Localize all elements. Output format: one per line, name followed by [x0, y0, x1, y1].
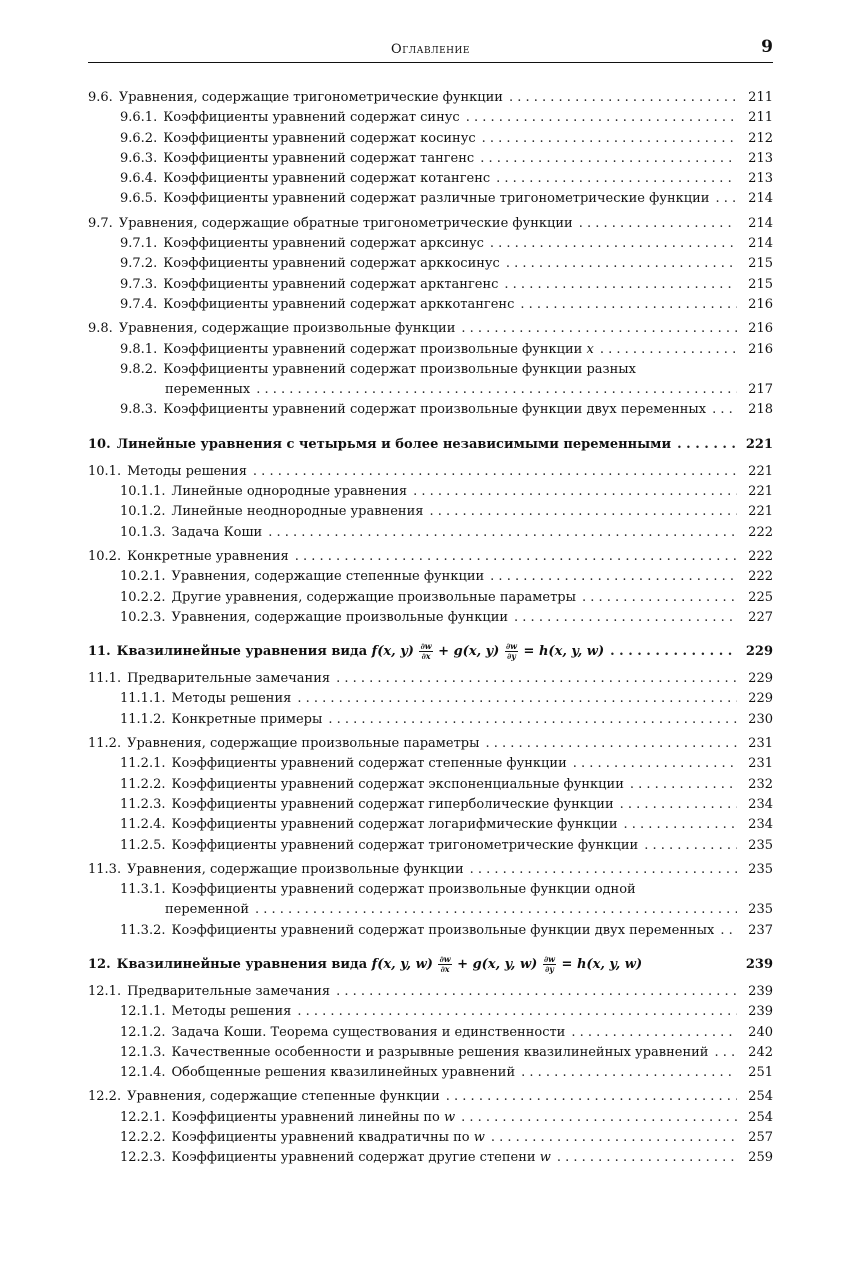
toc-entry[interactable] — [88, 169, 773, 189]
entry-title: Обобщенные решения квазилинейных уравнений — [171, 1065, 516, 1081]
entry-title: Коэффициенты уравнений содержат арккосинус — [163, 256, 500, 272]
entry-page-number: 254 — [748, 1109, 773, 1125]
entry-page-number: 259 — [748, 1150, 773, 1166]
toc-entry[interactable] — [88, 1148, 773, 1168]
dot-leader — [268, 523, 737, 543]
entry-title: Коэффициенты уравнений содержат экспоненциальные функции — [171, 776, 624, 792]
toc-entry[interactable] — [88, 588, 773, 608]
toc-chapter-entry[interactable] — [88, 641, 773, 663]
dot-leader — [714, 1043, 737, 1063]
entry-title: Коэффициенты уравнений содержат арктангенс — [163, 276, 499, 292]
dot-leader — [557, 1148, 737, 1168]
dot-leader — [504, 275, 737, 295]
entry-number: 10.2. — [88, 548, 122, 564]
entry-number: 11.2.1. — [120, 756, 166, 772]
dot-leader — [429, 502, 737, 522]
dot-leader — [521, 1063, 737, 1083]
entry-page-number: 239 — [748, 1004, 773, 1020]
entry-number: 9.8. — [88, 321, 113, 337]
entry-number: 11.2.2. — [120, 776, 166, 792]
entry-title: Методы решения — [127, 463, 247, 479]
toc-entry[interactable] — [88, 380, 773, 400]
toc-entry[interactable] — [88, 1002, 773, 1022]
entry-page-number: 239 — [748, 983, 773, 999]
entry-number: 11.3.1. — [120, 882, 166, 898]
entry-title: Методы решения — [171, 1004, 292, 1020]
entry-number: 12.1.1. — [120, 1004, 166, 1020]
entry-page-number: 211 — [748, 110, 773, 126]
entry-number: 9.6.2. — [120, 130, 158, 146]
entry-number: 12.1. — [88, 983, 122, 999]
entry-number: 11.1.1. — [120, 691, 166, 707]
toc-entry[interactable] — [88, 1087, 773, 1107]
entry-number: 12.1.4. — [120, 1065, 166, 1081]
entry-title: Коэффициенты уравнений содержат арккотангенс — [163, 296, 515, 312]
entry-title: Уравнения, содержащие обратные тригонометрические функции — [118, 215, 573, 231]
entry-number: 12.1.2. — [120, 1024, 166, 1040]
toc-entry[interactable] — [88, 149, 773, 169]
entry-number: 9.7.4. — [120, 296, 158, 312]
toc-entry[interactable] — [88, 689, 773, 709]
toc-entry[interactable] — [88, 523, 773, 543]
toc-entry[interactable] — [88, 860, 773, 880]
entry-page-number: 215 — [748, 256, 773, 272]
fraction: $\frac{\partial w}{\partial x}$ — [420, 641, 432, 662]
fraction: $\frac{\partial w}{\partial y}$ — [505, 641, 518, 662]
toc-entry[interactable] — [88, 1023, 773, 1043]
toc-entry[interactable] — [88, 982, 773, 1002]
entry-page-number: 217 — [748, 382, 773, 398]
dot-leader — [482, 129, 737, 149]
dot-leader — [610, 641, 737, 663]
toc-entry[interactable] — [88, 710, 773, 730]
toc-entry[interactable] — [88, 340, 773, 360]
dot-leader — [461, 319, 737, 339]
entry-page-number: 227 — [748, 609, 773, 625]
entry-title: Другие уравнения, содержащие произвольные параметры — [171, 589, 576, 605]
toc-entry[interactable] — [88, 254, 773, 274]
toc-entry[interactable] — [88, 129, 773, 149]
entry-page-number: 221 — [748, 484, 773, 500]
entry-page-number: 222 — [748, 548, 773, 564]
entry-title: Коэффициенты уравнений содержат произвольные функции двух переменных — [163, 402, 707, 418]
toc-entry[interactable] — [88, 108, 773, 128]
entry-page-number: 214 — [748, 191, 773, 207]
entry-page-number: 251 — [748, 1065, 773, 1081]
entry-title: переменной — [165, 902, 249, 918]
entry-number: 10. — [88, 436, 111, 452]
entry-page-number: 237 — [748, 922, 773, 938]
dot-leader — [644, 836, 737, 856]
entry-number: 12.2.2. — [120, 1130, 166, 1146]
toc-chapter-entry[interactable] — [88, 954, 773, 976]
dot-leader — [506, 254, 737, 274]
toc-entry[interactable] — [88, 734, 773, 754]
entry-title: Коэффициенты уравнений содержат произвольные функции одной — [171, 882, 636, 898]
dot-leader — [712, 400, 737, 420]
entry-page-number: 240 — [748, 1024, 773, 1040]
entry-page-number: 216 — [748, 321, 773, 337]
toc-entry[interactable] — [88, 214, 773, 234]
entry-number: 9.8.2. — [120, 361, 158, 377]
dot-leader — [297, 1002, 737, 1022]
entry-title: Качественные особенности и разрывные решения квазилинейных уравнений — [171, 1044, 709, 1060]
entry-number: 12.2.1. — [120, 1109, 166, 1125]
dot-leader — [336, 982, 737, 1002]
entry-title: Уравнения, содержащие тригонометрические функции — [118, 90, 503, 105]
dot-leader — [491, 1128, 737, 1148]
dot-leader — [520, 295, 737, 315]
entry-page-number: 225 — [748, 589, 773, 605]
entry-page-number: 211 — [748, 90, 773, 105]
entry-page-number: 214 — [748, 215, 773, 231]
entry-title: Коэффициенты уравнений содержат логарифмические функции — [171, 817, 618, 833]
dot-leader — [677, 434, 737, 456]
entry-title: Линейные неоднородные уравнения — [171, 504, 424, 520]
dot-leader — [466, 108, 737, 128]
entry-page-number: 216 — [748, 296, 773, 312]
toc-entry[interactable] — [88, 1063, 773, 1083]
entry-number: 9.6.4. — [120, 171, 158, 187]
entry-title: Коэффициенты уравнений содержат произвольные функции x — [163, 341, 594, 357]
entry-page-number: 216 — [748, 341, 773, 357]
entry-page-number: 235 — [748, 902, 773, 918]
entry-page-number: 254 — [748, 1089, 773, 1105]
dot-leader — [582, 588, 737, 608]
entry-number: 10.1.3. — [120, 524, 166, 540]
entry-page-number: 231 — [748, 756, 773, 772]
toc-entry[interactable] — [88, 795, 773, 815]
entry-number: 9.7. — [88, 215, 113, 231]
dot-leader — [336, 669, 737, 689]
entry-title: Коэффициенты уравнений квадратичны по w — [171, 1130, 485, 1146]
toc-entry[interactable] — [88, 295, 773, 315]
entry-title: Уравнения, содержащие произвольные функции — [118, 321, 456, 337]
entry-number: 9.6.3. — [120, 150, 158, 166]
entry-number: 9.7.1. — [120, 236, 158, 252]
entry-page-number: 214 — [748, 236, 773, 252]
toc-entry[interactable] — [88, 567, 773, 587]
entry-page-number: 222 — [748, 569, 773, 585]
entry-title: Коэффициенты уравнений содержат произвольные функции двух переменных — [171, 922, 715, 938]
entry-title: Уравнения, содержащие произвольные параметры — [127, 736, 480, 752]
math-variable: w — [443, 1109, 456, 1125]
dot-leader — [328, 710, 737, 730]
dot-leader — [461, 1108, 737, 1128]
dot-leader — [485, 734, 737, 754]
entry-number: 10.1. — [88, 463, 122, 479]
toc-entry[interactable] — [88, 234, 773, 254]
toc-entry[interactable] — [88, 754, 773, 774]
dot-leader — [573, 754, 737, 774]
entry-page-number: 239 — [745, 956, 773, 972]
entry-number: 11.2. — [88, 736, 122, 752]
entry-title: Задача Коши — [171, 524, 263, 540]
toc-entry[interactable] — [88, 880, 773, 900]
dot-leader — [509, 88, 737, 108]
entry-number: 12.2. — [88, 1089, 122, 1105]
entry-title: Предварительные замечания — [127, 671, 331, 687]
entry-title: Конкретные примеры — [171, 711, 323, 727]
entry-number: 12.1.3. — [120, 1044, 166, 1060]
entry-number: 9.6.5. — [120, 191, 158, 207]
toc-entry[interactable] — [88, 1108, 773, 1128]
chapter-formula: f(x, y, w) $\frac{\partial w}{\partial x}$ + g(x, y, w) $\frac{\partial w}{\partial y}$ = h(x, y, w) — [371, 953, 643, 974]
dot-leader — [490, 567, 737, 587]
entry-title: Предварительные замечания — [127, 983, 331, 999]
entry-title: Квазилинейные уравнения вида f(x, y) $\frac{\partial w}{\partial x}$ + g(x, y) $\frac{\partial w}{\partial y}$ = h(x, y, w) — [116, 641, 605, 662]
entry-title: Коэффициенты уравнений содержат степенные функции — [171, 756, 567, 772]
entry-number: 11.2.3. — [120, 796, 166, 812]
toc-entry[interactable] — [88, 502, 773, 522]
entry-title: Коэффициенты уравнений содержат различные тригонометрические функции — [163, 191, 710, 207]
entry-number: 10.2.3. — [120, 609, 166, 625]
dot-leader — [514, 608, 737, 628]
entry-page-number: 231 — [748, 736, 773, 752]
table-of-contents — [88, 84, 773, 1169]
dot-leader — [715, 189, 737, 209]
toc-entry[interactable] — [88, 608, 773, 628]
entry-title: Коэффициенты уравнений содержат косинус — [163, 130, 476, 146]
entry-number: 11.3.2. — [120, 922, 166, 938]
header-page-number: 9 — [761, 37, 773, 57]
entry-page-number: 215 — [748, 276, 773, 292]
running-header — [88, 36, 773, 63]
toc-entry[interactable] — [88, 319, 773, 339]
entry-page-number: 242 — [748, 1044, 773, 1060]
entry-number: 11.1. — [88, 671, 122, 687]
dot-leader — [496, 169, 737, 189]
dot-leader — [446, 1087, 737, 1107]
entry-number: 12. — [88, 956, 111, 972]
toc-entry[interactable] — [88, 482, 773, 502]
toc-entry[interactable] — [88, 900, 773, 920]
math-variable: x — [586, 341, 594, 357]
dot-leader — [630, 775, 737, 795]
entry-title: переменных — [165, 382, 251, 398]
entry-title: Линейные однородные уравнения — [171, 484, 408, 500]
entry-number: 10.2.1. — [120, 569, 166, 585]
entry-number: 9.6.1. — [120, 110, 158, 126]
entry-page-number: 221 — [748, 504, 773, 520]
dot-leader — [253, 462, 737, 482]
dot-leader — [620, 795, 737, 815]
entry-title: Коэффициенты уравнений содержат гиперболические функции — [171, 796, 614, 812]
dot-leader — [297, 689, 737, 709]
entry-page-number: 229 — [748, 671, 773, 687]
entry-number: 9.7.3. — [120, 276, 158, 292]
entry-title: Уравнения, содержащие произвольные функции — [127, 861, 464, 877]
entry-page-number: 212 — [748, 130, 773, 146]
entry-page-number: 234 — [748, 817, 773, 833]
entry-title: Задача Коши. Теорема существования и единственности — [171, 1024, 566, 1040]
chapter-formula: f(x, y) $\frac{\partial w}{\partial x}$ + g(x, y) $\frac{\partial w}{\partial y}$ = h(x, y, w) — [371, 641, 605, 662]
dot-leader — [470, 860, 737, 880]
entry-title: Уравнения, содержащие степенные функции — [171, 569, 485, 585]
entry-title: Коэффициенты уравнений содержат другие степени w — [171, 1150, 551, 1166]
toc-entry[interactable] — [88, 400, 773, 420]
toc-entry[interactable] — [88, 462, 773, 482]
toc-entry[interactable] — [88, 360, 773, 380]
entry-page-number: 222 — [748, 524, 773, 540]
dot-leader — [295, 547, 737, 567]
dot-leader — [720, 921, 737, 941]
dot-leader — [413, 482, 737, 502]
entry-number: 11.1.2. — [120, 711, 166, 727]
entry-page-number: 235 — [748, 861, 773, 877]
entry-page-number: 221 — [748, 463, 773, 479]
toc-entry[interactable] — [88, 815, 773, 835]
entry-title: Конкретные уравнения — [127, 548, 289, 564]
entry-page-number: 230 — [748, 711, 773, 727]
math-variable: w — [539, 1150, 551, 1166]
entry-page-number: 221 — [745, 436, 773, 452]
math-variable: w — [473, 1130, 485, 1146]
dot-leader — [600, 340, 737, 360]
entry-number: 11.2.5. — [120, 837, 166, 853]
entry-page-number: 229 — [745, 644, 773, 660]
entry-title: Коэффициенты уравнений содержат произвольные функции разных — [163, 361, 636, 377]
toc-entry[interactable] — [88, 88, 773, 108]
entry-page-number: 234 — [748, 796, 773, 812]
header-title: Оглавление — [391, 42, 470, 57]
dot-leader — [571, 1023, 737, 1043]
toc-entry[interactable] — [88, 836, 773, 856]
entry-title: Методы решения — [171, 691, 292, 707]
entry-number: 10.1.2. — [120, 504, 166, 520]
toc-entry[interactable] — [88, 669, 773, 689]
toc-entry[interactable] — [88, 189, 773, 209]
entry-number: 10.2.2. — [120, 589, 166, 605]
entry-title: Коэффициенты уравнений содержат тангенс — [163, 150, 475, 166]
toc-entry[interactable] — [88, 1128, 773, 1148]
entry-page-number: 235 — [748, 837, 773, 853]
entry-page-number: 218 — [748, 402, 773, 418]
entry-title: Уравнения, содержащие произвольные функции — [171, 609, 509, 625]
toc-entry[interactable] — [88, 921, 773, 941]
toc-chapter-entry[interactable] — [88, 434, 773, 456]
entry-title: Коэффициенты уравнений содержат синус — [163, 110, 460, 126]
dot-leader — [480, 149, 737, 169]
entry-number: 10.1.1. — [120, 484, 166, 500]
dot-leader — [490, 234, 737, 254]
entry-title: Коэффициенты уравнений линейны по w — [171, 1109, 456, 1125]
entry-number: 12.2.3. — [120, 1150, 166, 1166]
entry-title: Линейные уравнения с четырьмя и более независимыми переменными — [116, 436, 672, 452]
entry-page-number: 229 — [748, 691, 773, 707]
dot-leader — [255, 900, 737, 920]
entry-page-number: 257 — [748, 1130, 773, 1146]
entry-page-number: 213 — [748, 150, 773, 166]
entry-number: 11. — [88, 644, 111, 660]
entry-number: 9.7.2. — [120, 256, 158, 272]
toc-entry[interactable] — [88, 275, 773, 295]
entry-number: 11.2.4. — [120, 817, 166, 833]
entry-title: Коэффициенты уравнений содержат тригонометрические функции — [171, 837, 639, 853]
entry-title: Коэффициенты уравнений содержат котангенс — [163, 171, 491, 187]
dot-leader — [579, 214, 737, 234]
entry-title: Квазилинейные уравнения вида f(x, y, w) $\frac{\partial w}{\partial x}$ + g(x, y, w) $\frac{\partial w}{\partial y}$ = h(x, y, w) — [116, 953, 643, 974]
toc-entry[interactable] — [88, 547, 773, 567]
dot-leader — [256, 380, 737, 400]
toc-entry[interactable] — [88, 775, 773, 795]
dot-leader — [623, 815, 737, 835]
entry-page-number: 213 — [748, 171, 773, 187]
entry-number: 11.3. — [88, 861, 122, 877]
entry-number: 9.8.3. — [120, 402, 158, 418]
fraction: $\frac{\partial w}{\partial x}$ — [439, 953, 451, 974]
entry-title: Уравнения, содержащие степенные функции — [127, 1089, 440, 1105]
entry-page-number: 232 — [748, 776, 773, 792]
fraction: $\frac{\partial w}{\partial y}$ — [543, 953, 556, 974]
entry-number: 9.6. — [88, 90, 113, 105]
toc-entry[interactable] — [88, 1043, 773, 1063]
entry-title: Коэффициенты уравнений содержат арксинус — [163, 236, 484, 252]
entry-number: 9.8.1. — [120, 341, 158, 357]
